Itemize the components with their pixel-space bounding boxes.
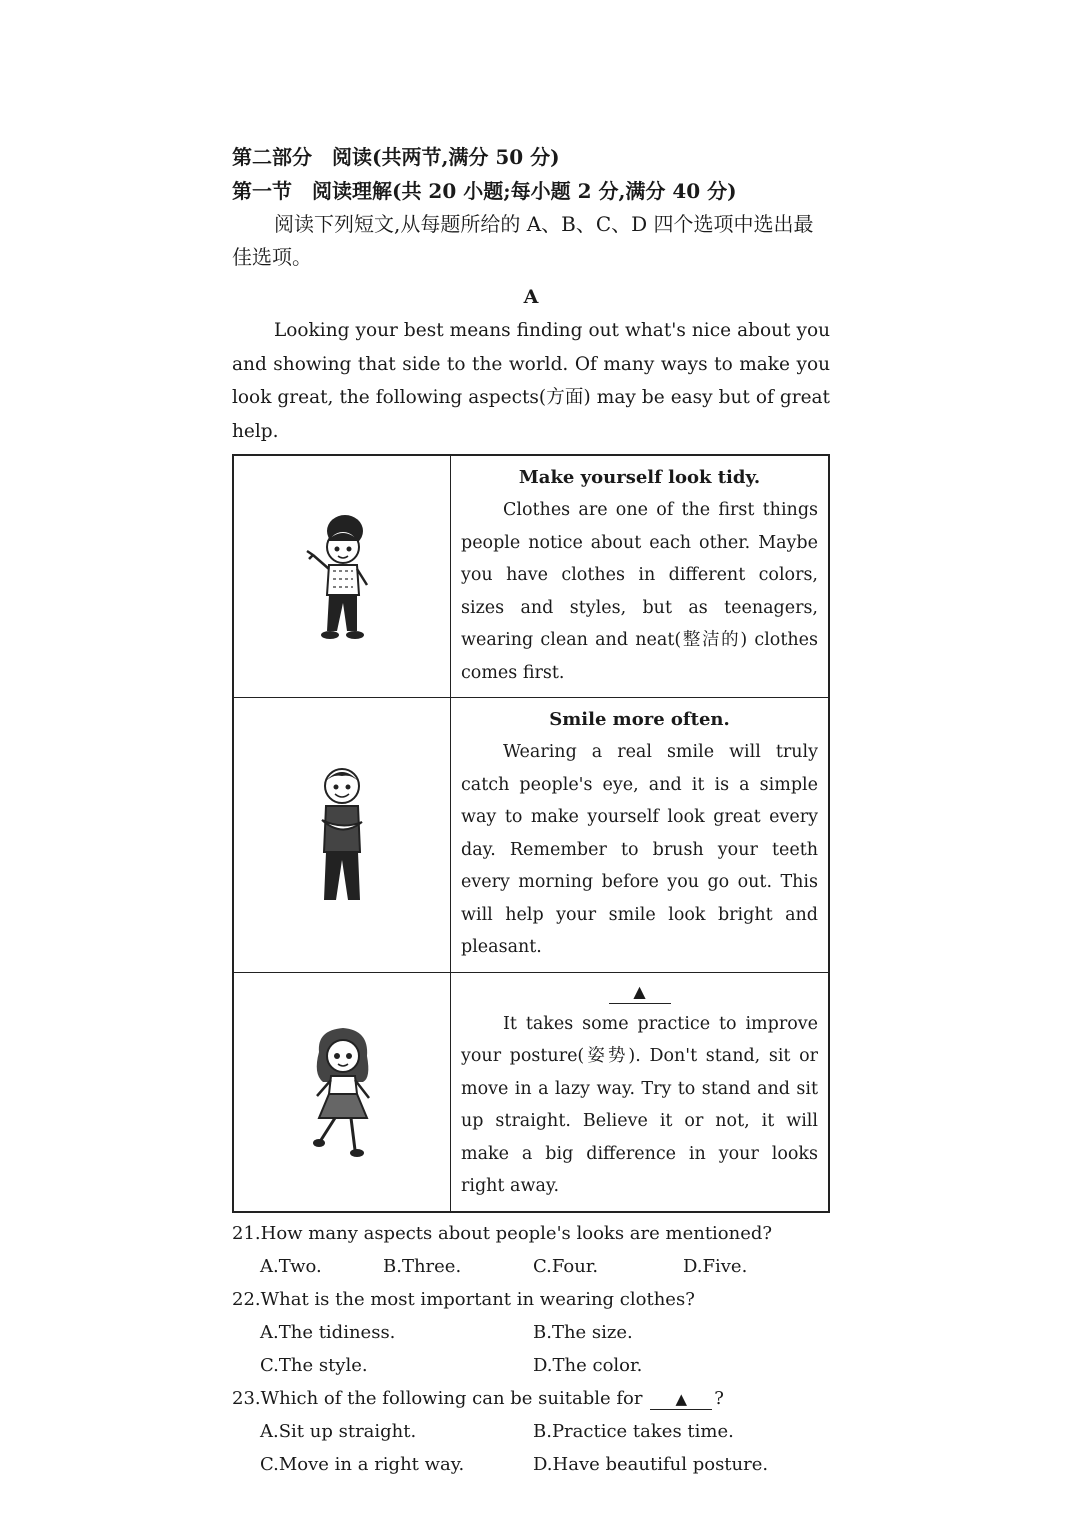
option-d: D.The color. bbox=[533, 1354, 643, 1376]
tip-heading: Make yourself look tidy. bbox=[518, 467, 761, 488]
question-number: 23. bbox=[232, 1387, 261, 1409]
tip-body: Wearing a real smile will truly catch people's eye, and it is a simple way to make yourself look great every day. Remember to brush your teeth every morning before you go out. This will help your smile look bright and pleasant. bbox=[461, 742, 818, 957]
option-c: C.The style. bbox=[260, 1354, 368, 1376]
question-22 bbox=[232, 1283, 830, 1316]
tip-picture-cell bbox=[233, 455, 451, 698]
option-b: B.Practice takes time. bbox=[533, 1420, 734, 1442]
tip-row bbox=[233, 455, 829, 698]
tip-text-cell bbox=[451, 698, 830, 973]
tips-table bbox=[232, 454, 830, 1213]
option-d: D.Have beautiful posture. bbox=[533, 1453, 769, 1475]
question-21 bbox=[232, 1217, 830, 1250]
option-b: B.Three. bbox=[383, 1255, 462, 1277]
question-number: 21. bbox=[232, 1222, 261, 1244]
instructions: 阅读下列短文,从每题所给的 A、B、C、D 四个选项中选出最佳选项。 bbox=[232, 212, 814, 269]
question-21-options bbox=[232, 1250, 830, 1283]
question-22-options-row bbox=[232, 1349, 830, 1382]
tip-row bbox=[233, 698, 829, 973]
option-a: A.Two. bbox=[260, 1255, 322, 1277]
tip-heading: Smile more often. bbox=[549, 709, 730, 730]
option-a: A.The tidiness. bbox=[260, 1321, 396, 1343]
girl-dancing-illustration bbox=[297, 1022, 387, 1162]
tip-body: It takes some practice to improve your posture(姿势). Don't stand, sit or move in a lazy way. Try to stand and sit up straight. Believe it or not, it will make a big difference in your looks right away. bbox=[461, 1013, 818, 1196]
option-b: B.The size. bbox=[533, 1321, 633, 1343]
option-c: C.Move in a right way. bbox=[260, 1453, 465, 1475]
tip-text-cell bbox=[451, 455, 830, 698]
question-number: 22. bbox=[232, 1288, 261, 1310]
tip-picture-cell bbox=[233, 698, 451, 973]
tip-row bbox=[233, 972, 829, 1212]
section-title: 第一节 阅读理解(共 20 小题;每小题 2 分,满分 40 分) bbox=[232, 179, 737, 203]
question-end: ? bbox=[714, 1387, 724, 1409]
missing-heading-blank: ▲ bbox=[609, 981, 671, 1004]
tip-body: Clothes are one of the first things people notice about each other. Maybe you have clothes in different colors, sizes and styles, but as teenagers, wearing clean and neat(整洁的) clothes comes first. bbox=[461, 500, 818, 683]
boy-waving-illustration bbox=[297, 507, 387, 647]
question-23-options-row bbox=[232, 1448, 830, 1481]
part-title: 第二部分 阅读(共两节,满分 50 分) bbox=[232, 145, 560, 169]
exam-page bbox=[232, 140, 830, 1481]
question-text: What is the most important in wearing clothes? bbox=[260, 1288, 695, 1310]
boy-arms-crossed-illustration bbox=[302, 760, 382, 910]
option-c: C.Four. bbox=[533, 1255, 599, 1277]
option-d: D.Five. bbox=[683, 1255, 748, 1277]
question-22-options-row bbox=[232, 1316, 830, 1349]
passage-letter: A bbox=[523, 286, 539, 308]
questions bbox=[232, 1217, 830, 1481]
tip-text-cell bbox=[451, 972, 830, 1212]
tip-picture-cell bbox=[233, 972, 451, 1212]
question-23-options-row bbox=[232, 1415, 830, 1448]
question-text: Which of the following can be suitable for bbox=[260, 1387, 643, 1409]
option-a: A.Sit up straight. bbox=[260, 1420, 417, 1442]
question-blank: ▲ bbox=[650, 1389, 712, 1410]
question-23 bbox=[232, 1382, 830, 1415]
question-text: How many aspects about people's looks are mentioned? bbox=[260, 1222, 773, 1244]
passage-intro: Looking your best means finding out what's nice about you and showing that side to the world. Of many ways to make you look great, the following aspects(方面) may be easy but of great help. bbox=[232, 320, 830, 442]
